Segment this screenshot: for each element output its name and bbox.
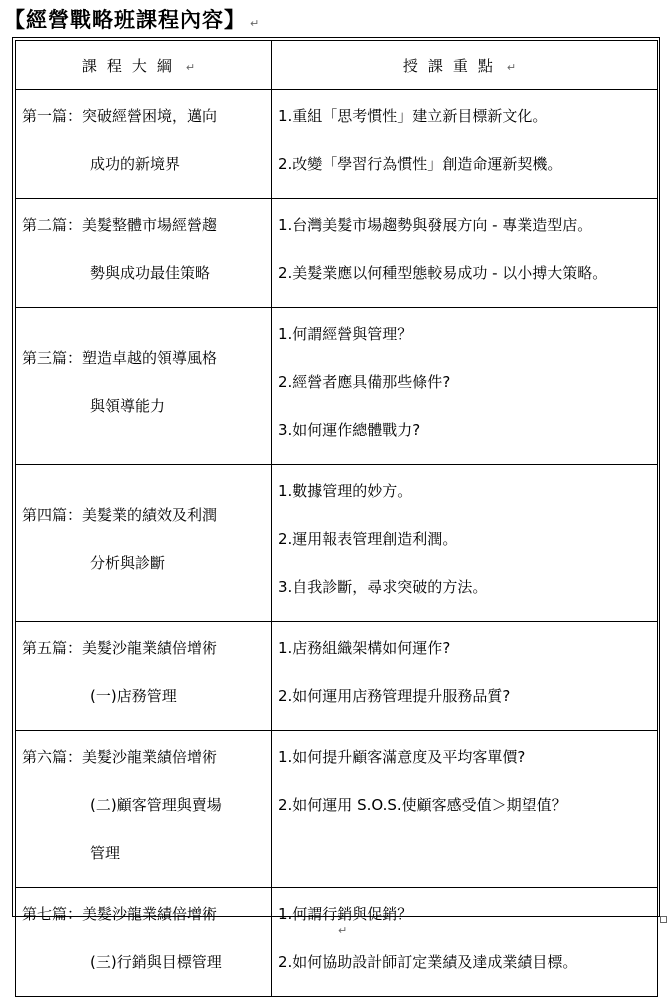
focus-point: 2.如何運用 S.O.S.使顧客感受值＞期望值？ [278, 796, 567, 814]
focus-cell [272, 90, 658, 199]
chapter-cell [16, 622, 272, 731]
table-row-chapter-1 [16, 90, 658, 199]
chapter-cell [16, 90, 272, 199]
table-row-chapter-5 [16, 622, 658, 731]
document-end-mark-icon: ↵ [338, 924, 348, 937]
chapter-title-line: (三)行銷與目標管理 [90, 953, 222, 971]
course-content-table [15, 40, 658, 997]
focus-cell [272, 199, 658, 308]
focus-point: 2.如何協助設計師訂定業績及達成業績目標。 [278, 953, 578, 971]
chapter-cell [16, 308, 272, 465]
chapter-cell [16, 888, 272, 997]
chapter-title-line: 與領導能力 [90, 397, 166, 415]
chapter-title-line: (一)店務管理 [90, 687, 177, 705]
table-header-row [16, 41, 658, 90]
chapter-title-line: 勢與成功最佳策略 [90, 264, 211, 282]
focus-point: 2.美髮業應以何種型態較易成功 - 以小搏大策略。 [278, 264, 608, 282]
chapter-title-line: 第五篇：美髮沙龍業績倍增術 [22, 639, 218, 657]
chapter-cell [16, 199, 272, 308]
chapter-title-line: 第七篇：美髮沙龍業績倍增術 [22, 905, 218, 923]
focus-point: 2.運用報表管理創造利潤。 [278, 530, 458, 548]
focus-point: 2.改變「學習行為慣性」創造命運新契機。 [278, 155, 563, 173]
chapter-cell [16, 465, 272, 622]
table-row-chapter-4 [16, 465, 658, 622]
focus-point: 3.如何運作總體戰力? [278, 421, 421, 439]
focus-point: 2.如何運用店務管理提升服務品質? [278, 687, 511, 705]
chapter-title-line: 第六篇：美髮沙龍業績倍增術 [22, 748, 218, 766]
chapter-title-line: (二)顧客管理與賣場 [90, 796, 222, 814]
table-row-chapter-7 [16, 888, 658, 997]
focus-cell [272, 731, 658, 888]
document-title-text: 【經營戰略班課程內容】 [4, 8, 246, 32]
focus-point: 3.自我診斷，尋求突破的方法。 [278, 578, 488, 596]
chapter-title-line: 第四篇：美髮業的績效及利潤 [22, 506, 218, 524]
focus-point: 1.何謂經營與管理？ [278, 325, 413, 343]
focus-point: 1.店務組織架構如何運作? [278, 639, 451, 657]
cell-end-marker-icon [660, 916, 667, 923]
chapter-title-line: 第二篇：美髮整體市場經營趨 [22, 216, 218, 234]
focus-cell [272, 888, 658, 997]
chapter-title-line: 分析與診斷 [90, 554, 166, 572]
focus-point: 1.何謂行銷與促銷？ [278, 905, 413, 923]
focus-cell [272, 622, 658, 731]
focus-point: 2.經營者應具備那些條件? [278, 373, 451, 391]
paragraph-mark-icon: ↵ [250, 17, 261, 30]
table-row-chapter-3 [16, 308, 658, 465]
table-row-chapter-6 [16, 731, 658, 888]
chapter-title-line: 成功的新境界 [90, 155, 181, 173]
focus-point: 1.如何提升顧客滿意度及平均客單價? [278, 748, 526, 766]
chapter-title-line: 第一篇：突破經營困境，邁向 [22, 107, 218, 125]
header-teaching-focus: 授課重點 ↵ [272, 41, 658, 90]
chapter-title-line: 第三篇：塑造卓越的領導風格 [22, 349, 218, 367]
focus-cell [272, 465, 658, 622]
chapter-title-line: 管理 [90, 844, 121, 862]
focus-point: 1.數據管理的妙方。 [278, 482, 413, 500]
focus-cell [272, 308, 658, 465]
header-course-outline: 課程大綱 ↵ [16, 41, 272, 90]
chapter-cell [16, 731, 272, 888]
focus-point: 1.台灣美髮市場趨勢與發展方向 - 專業造型店。 [278, 216, 593, 234]
table-row-chapter-2 [16, 199, 658, 308]
focus-point: 1.重組「思考慣性」建立新目標新文化。 [278, 107, 548, 125]
document-title [4, 4, 260, 34]
